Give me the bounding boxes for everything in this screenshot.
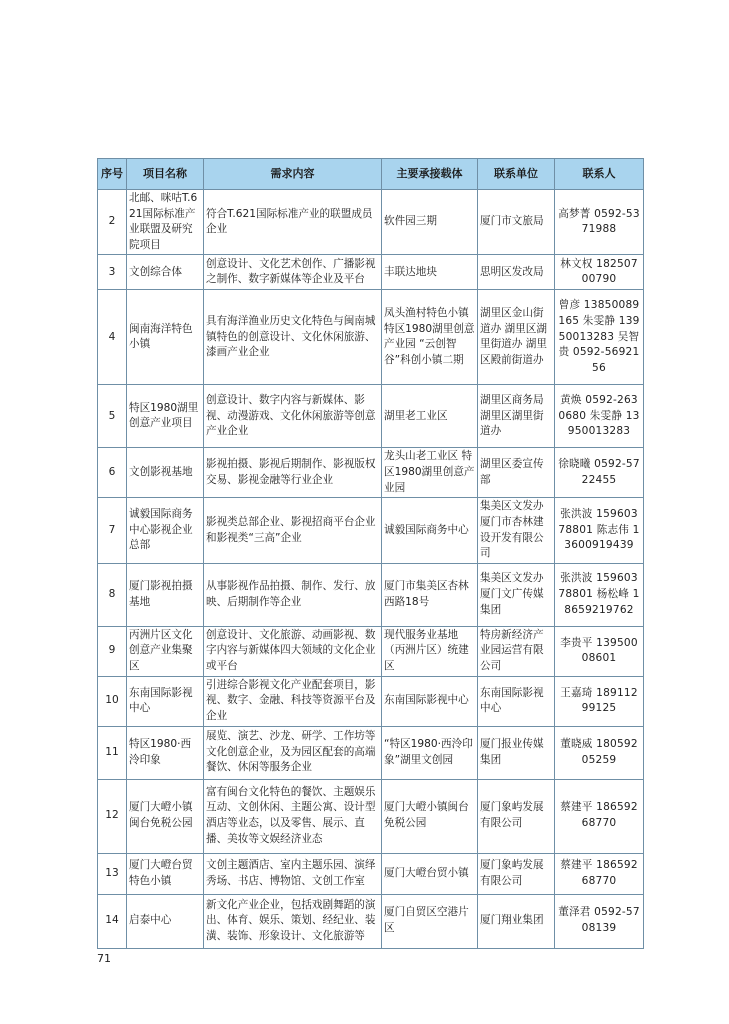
cell-contact-person: 董晓威 18059205259 [555, 726, 644, 779]
cell-no: 4 [98, 290, 127, 385]
cell-carrier: “特区1980·西泠印象”湖里文创园 [382, 726, 478, 779]
cell-project-name: 文创影视基地 [127, 448, 204, 498]
cell-demand: 富有闽台文化特色的餐饮、主题娱乐互动、文创休闲、主题公寓、设计型酒店等业态，以及零售、展示、直播、美妆等文娱经济业态 [204, 779, 382, 853]
cell-no: 12 [98, 779, 127, 853]
table-row [98, 894, 644, 948]
cell-contact-person: 蔡建平 18659268770 [555, 853, 644, 894]
table-header-row [98, 159, 644, 190]
cell-contact-person: 李贵平 13950008601 [555, 626, 644, 676]
cell-no: 10 [98, 676, 127, 726]
cell-no: 7 [98, 498, 127, 563]
cell-contact-person: 张洪波 15960378801 陈志伟 13600919439 [555, 498, 644, 563]
table-row [98, 255, 644, 290]
cell-carrier: 软件园三期 [382, 190, 478, 255]
cell-carrier: 厦门大嶝小镇闽台免税公园 [382, 779, 478, 853]
cell-no: 9 [98, 626, 127, 676]
cell-contact-unit: 特房新经济产业园运营有限公司 [478, 626, 555, 676]
table-row [98, 385, 644, 448]
cell-contact-person: 王嘉琦 18911299125 [555, 676, 644, 726]
cell-contact-unit: 集美区文发办 厦门市杏林建设开发有限公司 [478, 498, 555, 563]
cell-no: 13 [98, 853, 127, 894]
cell-demand: 影视类总部企业、影视招商平台企业和影视类“三高”企业 [204, 498, 382, 563]
cell-project-name: 丙洲片区文化创意产业集聚区 [127, 626, 204, 676]
cell-project-name: 厦门影视拍摄基地 [127, 563, 204, 626]
cell-carrier: 厦门大嶝台贸小镇 [382, 853, 478, 894]
table-row [98, 190, 644, 255]
cell-contact-unit: 湖里区商务局 湖里区湖里街道办 [478, 385, 555, 448]
table-row [98, 779, 644, 853]
cell-demand: 影视拍摄、影视后期制作、影视版权交易、影视金融等行业企业 [204, 448, 382, 498]
table-row [98, 563, 644, 626]
cell-project-name: 特区1980湖里创意产业项目 [127, 385, 204, 448]
cell-contact-unit: 厦门象屿发展有限公司 [478, 853, 555, 894]
cell-demand: 创意设计、文化旅游、动画影视、数字内容与新媒体四大领域的文化企业或平台 [204, 626, 382, 676]
cell-project-name: 特区1980·西泠印象 [127, 726, 204, 779]
cell-no: 8 [98, 563, 127, 626]
cell-carrier: 东南国际影视中心 [382, 676, 478, 726]
cell-no: 11 [98, 726, 127, 779]
header-demand: 需求内容 [204, 159, 382, 190]
cell-project-name: 启泰中心 [127, 894, 204, 948]
cell-no: 3 [98, 255, 127, 290]
cell-no: 5 [98, 385, 127, 448]
cell-demand: 展览、演艺、沙龙、研学、工作坊等文化创意企业，及为园区配套的高端餐饮、休闲等服务企业 [204, 726, 382, 779]
cell-demand: 文创主题酒店、室内主题乐园、演绎秀场、书店、博物馆、文创工作室 [204, 853, 382, 894]
cell-carrier: 诚毅国际商务中心 [382, 498, 478, 563]
header-contact-person: 联系人 [555, 159, 644, 190]
projects-table [97, 158, 644, 949]
cell-carrier: 湖里老工业区 [382, 385, 478, 448]
cell-contact-unit: 集美区文发办 厦门文广传媒集团 [478, 563, 555, 626]
table-row [98, 853, 644, 894]
cell-demand: 从事影视作品拍摄、制作、发行、放映、后期制作等企业 [204, 563, 382, 626]
cell-no: 14 [98, 894, 127, 948]
header-contact-unit: 联系单位 [478, 159, 555, 190]
cell-contact-person: 张洪波 15960378801 杨松峰 18659219762 [555, 563, 644, 626]
cell-carrier: 龙头山老工业区 特区1980湖里创意产业园 [382, 448, 478, 498]
cell-project-name: 文创综合体 [127, 255, 204, 290]
cell-demand: 创意设计、文化艺术创作、广播影视之制作、数字新媒体等企业及平台 [204, 255, 382, 290]
cell-contact-unit: 厦门市文旅局 [478, 190, 555, 255]
cell-no: 6 [98, 448, 127, 498]
cell-carrier: 厦门市集美区杏林西路18号 [382, 563, 478, 626]
page-number: 71 [97, 952, 111, 965]
cell-project-name: 厦门大嶝台贸特色小镇 [127, 853, 204, 894]
cell-contact-person: 高梦菁 0592-5371988 [555, 190, 644, 255]
table-row [98, 676, 644, 726]
cell-project-name: 厦门大嶝小镇闽台免税公园 [127, 779, 204, 853]
table-row [98, 448, 644, 498]
cell-demand: 符合T.621国际标准产业的联盟成员企业 [204, 190, 382, 255]
cell-demand: 新文化产业企业，包括戏剧舞蹈的演出、体育、娱乐、策划、经纪业、装潢、装饰、形象设计、文化旅游等 [204, 894, 382, 948]
cell-contact-unit: 思明区发改局 [478, 255, 555, 290]
cell-contact-unit: 厦门翔业集团 [478, 894, 555, 948]
cell-contact-person: 蔡建平 18659268770 [555, 779, 644, 853]
cell-demand: 创意设计、数字内容与新媒体、影视、动漫游戏、文化休闲旅游等创意产业企业 [204, 385, 382, 448]
cell-project-name: 诚毅国际商务中心影视企业总部 [127, 498, 204, 563]
cell-contact-unit: 厦门象屿发展有限公司 [478, 779, 555, 853]
cell-contact-person: 林文权 18250700790 [555, 255, 644, 290]
cell-contact-person: 曾彦 13850089165 朱雯静 13950013283 吴智贵 0592-5692156 [555, 290, 644, 385]
cell-contact-person: 黄焕 0592-2630680 朱雯静 13950013283 [555, 385, 644, 448]
cell-project-name: 东南国际影视中心 [127, 676, 204, 726]
cell-no: 2 [98, 190, 127, 255]
cell-contact-person: 董泽君 0592-5708139 [555, 894, 644, 948]
cell-contact-unit: 湖里区金山街道办 湖里区湖里街道办 湖里区殿前街道办 [478, 290, 555, 385]
header-carrier: 主要承接载体 [382, 159, 478, 190]
cell-contact-unit: 湖里区委宣传部 [478, 448, 555, 498]
cell-contact-unit: 东南国际影视中心 [478, 676, 555, 726]
cell-contact-person: 徐晓曦 0592-5722455 [555, 448, 644, 498]
header-project-name: 项目名称 [127, 159, 204, 190]
cell-contact-unit: 厦门报业传媒集团 [478, 726, 555, 779]
cell-demand: 具有海洋渔业历史文化特色与闽南城镇特色的创意设计、文化休闲旅游、漆画产业企业 [204, 290, 382, 385]
table-row [98, 498, 644, 563]
cell-carrier: 丰联达地块 [382, 255, 478, 290]
cell-carrier: 凤头渔村特色小镇 特区1980湖里创意产业园 “云创智谷”科创小镇二期 [382, 290, 478, 385]
table-row [98, 626, 644, 676]
header-no: 序号 [98, 159, 127, 190]
cell-demand: 引进综合影视文化产业配套项目，影视、数字、金融、科技等资源平台及企业 [204, 676, 382, 726]
cell-project-name: 闽南海洋特色小镇 [127, 290, 204, 385]
cell-carrier: 现代服务业基地（丙洲片区）统建区 [382, 626, 478, 676]
table-row [98, 290, 644, 385]
table-row [98, 726, 644, 779]
cell-project-name: 北邮、咪咕T.621国际标准产业联盟及研究院项目 [127, 190, 204, 255]
cell-carrier: 厦门自贸区空港片区 [382, 894, 478, 948]
